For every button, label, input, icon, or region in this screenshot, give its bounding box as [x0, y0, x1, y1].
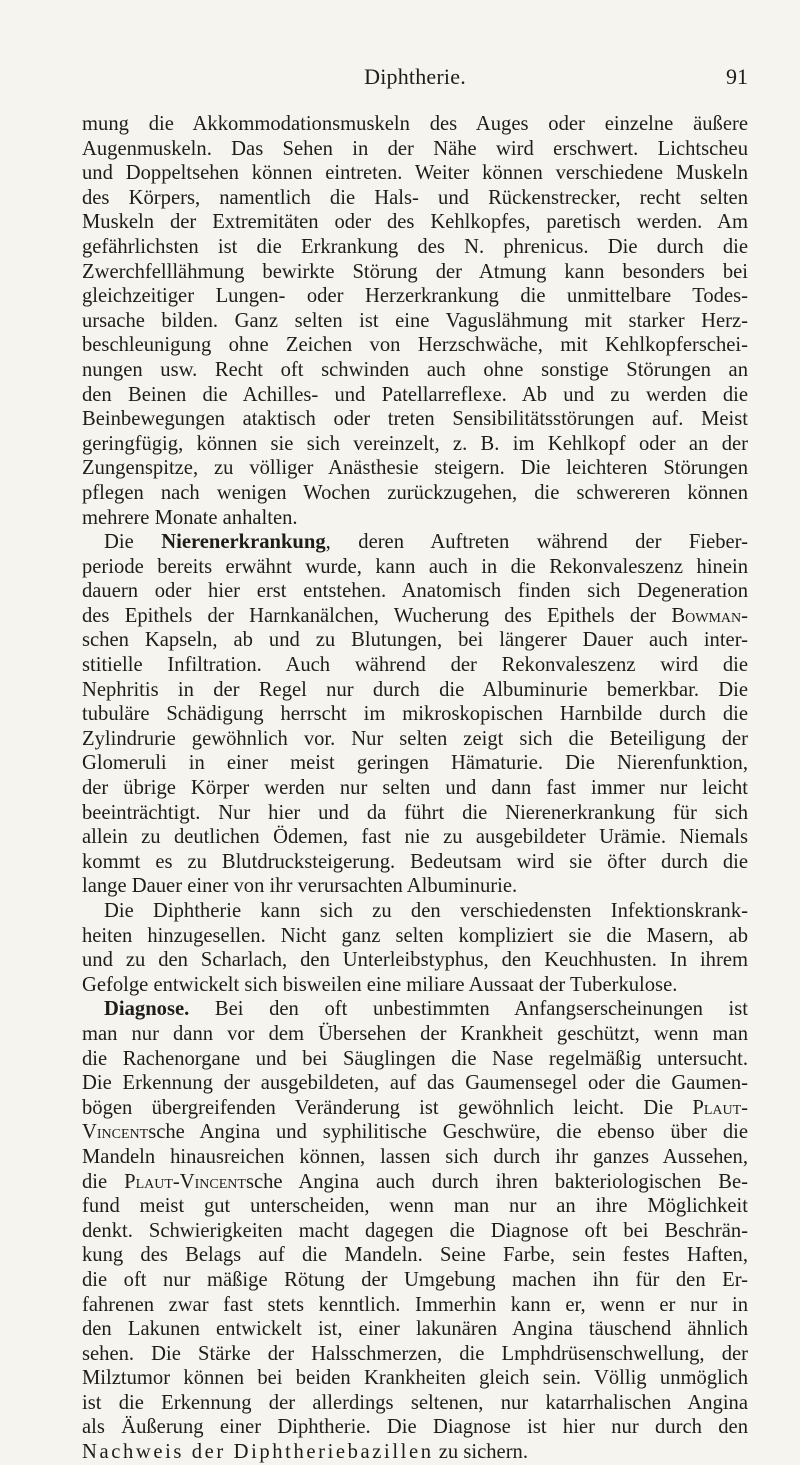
text-line [82, 1120, 748, 1145]
text-line [82, 1440, 748, 1465]
text-line: schen Kapseln, ab und zu Blutungen, bei längerer Dauer auch inter- [82, 629, 748, 652]
text-line: die oft nur mäßige Rötung der Umgebung machen ihn für den Er- [82, 1268, 748, 1291]
text-run: , deren Auftreten während der Fieber- [325, 531, 748, 554]
text-line: nungen usw. Recht oft schwinden auch ohne sonstige Störungen an [82, 358, 748, 381]
text-line: Glomeruli in einer meist geringen Hämaturie. Die Nierenfunktion, [82, 752, 748, 775]
text-line: fund meist gut unterscheiden, wenn man nur an ihre Möglichkeit [82, 1195, 748, 1218]
text-line: sehen. Die Stärke der Halsschmerzen, die Lmphdrüsenschwellung, der [82, 1342, 748, 1365]
text-run: Plaut-Vincent [124, 1170, 246, 1193]
text-line: Zylindrurie gewöhnlich vor. Nur selten zeigt sich die Beteiligung der [82, 727, 748, 750]
text-line: den Beinen die Achilles- und Patellarreflexe. Ab und zu werden die [82, 383, 748, 406]
text-line: ursache bilden. Ganz selten ist eine Vaguslähmung mit starker Herz- [82, 309, 748, 332]
text-run: Nierenerkrankung [161, 531, 326, 554]
text-line: Die Diphtherie kann sich zu den verschiedensten Infektionskrank- [104, 900, 748, 922]
text-line: Beinbewegungen ataktisch oder treten Sensibilitätsstörungen auf. Meist [82, 408, 748, 431]
text-line: dauern oder hier erst entstehen. Anatomisch finden sich Degeneration [82, 580, 748, 603]
text-line: Zwerchfelllähmung bewirkte Störung der Atmung kann besonders bei [82, 260, 748, 283]
text-line: als Äußerung einer Diphtherie. Die Diagnose ist hier nur durch den [82, 1416, 748, 1439]
text-line: mehrere Monate anhalten. [82, 506, 298, 529]
text-line: Zungenspitze, zu völliger Anästhesie steigern. Die leichteren Störungen [82, 457, 748, 480]
text-line: beschleunigung ohne Zeichen von Herzschwäche, mit Kehlkopferschei- [82, 334, 748, 357]
text-run: Plaut- [692, 1096, 748, 1119]
text-run: Bowman- [671, 604, 748, 627]
text-line: allein zu deutlichen Ödemen, fast nie zu ausgebildeter Urämie. Niemals [82, 826, 748, 849]
page-header [82, 64, 748, 94]
text-line: Mandeln hinausreichen können, lassen sich durch ihr ganzes Aussehen, [82, 1145, 748, 1168]
text-line: geringfügig, können sie sich vereinzelt, z. B. im Kehlkopf oder an der [82, 432, 748, 455]
text-line: Nephritis in der Regel nur durch die Albuminurie bemerkbar. Die [82, 678, 748, 701]
text-run: sche Angina und syphilitische Geschwüre, die ebenso über die [148, 1121, 748, 1144]
text-line: lange Dauer einer von ihr verursachten Albuminurie. [82, 875, 518, 898]
text-run: Diagnose. [104, 998, 190, 1021]
text-line: die Rachenorgane und bei Säuglingen die Nase regelmäßig untersucht. [82, 1047, 748, 1070]
text-line: ist die Erkennung der allerdings seltenen, nur katarrhalischen Angina [82, 1391, 748, 1414]
text-line [82, 1096, 748, 1121]
text-run: Die [104, 531, 162, 554]
text-line: Muskeln der Extremitäten oder des Kehlkopfes, paretisch werden. Am [82, 211, 748, 234]
text-run: bögen übergreifenden Veränderung ist gewöhnlich leicht. Die [82, 1096, 693, 1119]
running-title: Diphtherie. [364, 64, 466, 89]
text-line: stitielle Infiltration. Auch während der Rekonvaleszenz wird die [82, 654, 748, 677]
text-line: Augenmuskeln. Das Sehen in der Nähe wird erschwert. Lichtscheu [82, 137, 748, 160]
text-line: pflegen nach wenigen Wochen zurückzugehen, die schwereren können [82, 481, 748, 504]
page-number: 91 [726, 64, 748, 89]
text-line: periode bereits erwähnt wurde, kann auch in die Rekonvaleszenz hinein [82, 555, 748, 578]
text-line: mung die Akkommodationsmuskeln des Auges oder einzelne äußere [82, 113, 748, 135]
text-run: sche Angina auch durch ihren bakteriologischen Be- [245, 1170, 748, 1193]
text-line: heiten hinzugesellen. Nicht ganz selten kompliziert sie die Masern, ab [82, 924, 748, 947]
text-line [82, 997, 748, 1022]
text-run: Nachweis der Diphtheriebazillen [82, 1441, 434, 1464]
text-line: fahrenen zwar fast stets kenntlich. Immerhin kann er, wenn er nur in [82, 1293, 748, 1316]
text-line: man nur dann vor dem Übersehen der Krankheit geschützt, wenn man [82, 1022, 748, 1045]
text-line [82, 604, 748, 629]
text-line: beeinträchtigt. Nur hier und da führt die Nierenerkrankung für sich [82, 801, 748, 824]
text-line: der übrige Körper werden nur selten und dann fast immer nur leicht [82, 777, 748, 800]
text-run: die [82, 1170, 125, 1193]
text-line [82, 530, 748, 555]
text-line: und zu den Scharlach, den Unterleibstyphus, den Keuchhusten. In ihrem [82, 949, 748, 972]
body-text [82, 112, 748, 1465]
text-line: gleichzeitiger Lungen- oder Herzerkrankung die unmittelbare Todes- [82, 285, 748, 308]
text-line: kommt es zu Blutdrucksteigerung. Bedeutsam wird sie öfter durch die [82, 850, 748, 873]
text-line: des Körpers, namentlich die Hals- und Rückenstrecker, recht selten [82, 186, 748, 209]
text-line: denkt. Schwierigkeiten macht dagegen die Diagnose oft bei Beschrän- [82, 1219, 748, 1242]
text-line: tubuläre Schädigung herrscht im mikroskopischen Harnbilde durch die [82, 703, 748, 726]
text-line [82, 1170, 748, 1195]
text-run: des Epithels der Harnkanälchen, Wucherung des Epithels der [82, 604, 672, 627]
text-run: Vincent [82, 1121, 149, 1144]
text-line: kung des Belags auf die Mandeln. Seine Farbe, sein festes Haften, [82, 1244, 748, 1267]
text-run: zu sichern. [433, 1441, 528, 1464]
text-line: Die Erkennung der ausgebildeten, auf das Gaumensegel oder die Gaumen- [82, 1072, 748, 1095]
text-line: den Lakunen entwickelt ist, einer lakunären Angina täuschend ähnlich [82, 1318, 748, 1341]
text-run: Bei den oft unbestimmten Anfangserscheinungen ist [189, 998, 748, 1021]
text-line: und Doppeltsehen können eintreten. Weiter können verschiedene Muskeln [82, 162, 748, 185]
text-line: Milztumor können bei beiden Krankheiten gleich sein. Völlig unmöglich [82, 1367, 748, 1390]
text-line: Gefolge entwickelt sich bisweilen eine miliare Aussaat der Tuberkulose. [82, 973, 678, 996]
text-line: gefährlichsten ist die Erkrankung des N. phrenicus. Die durch die [82, 235, 748, 258]
